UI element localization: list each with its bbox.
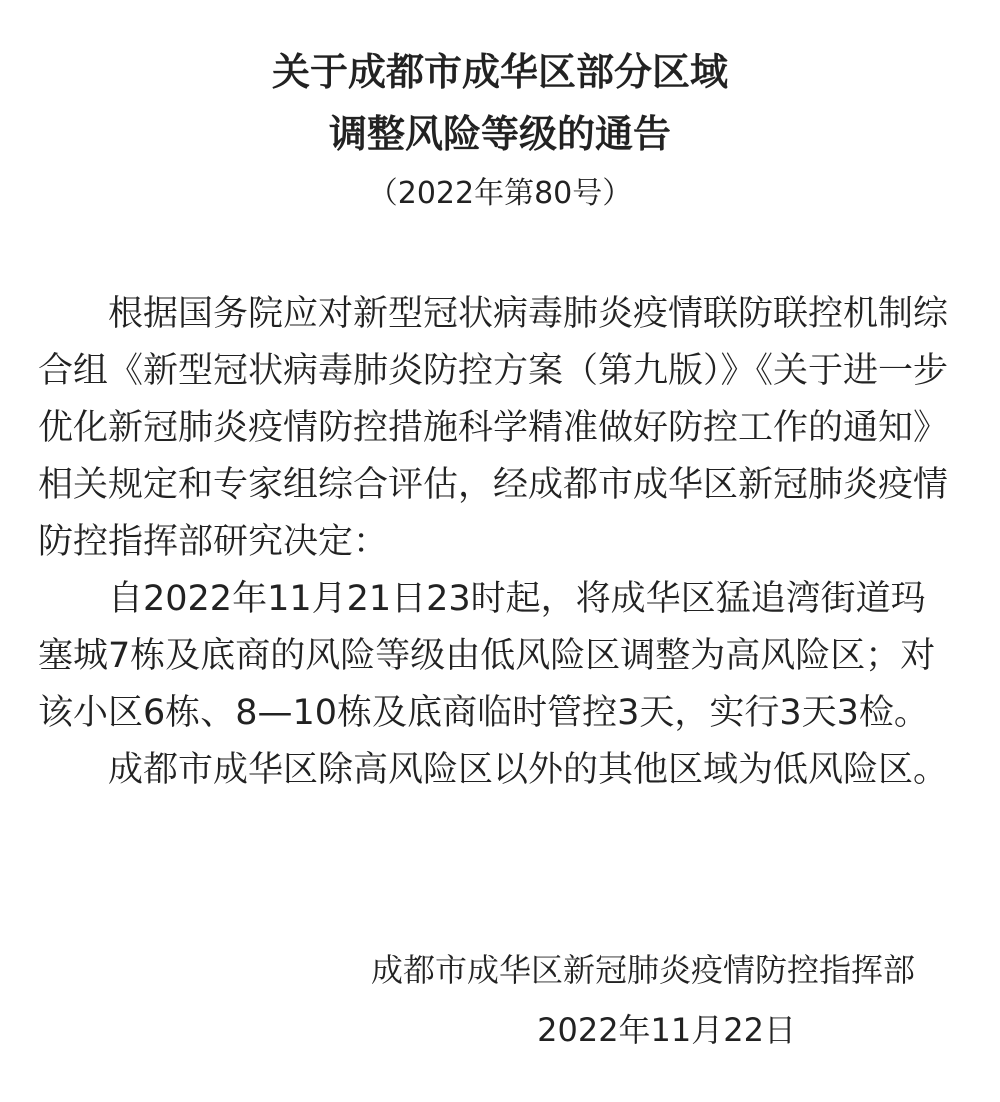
issuer-signature: 成都市成华区新冠肺炎疫情防控指挥部 [370, 951, 915, 989]
paragraph-low-risk: 成都市成华区除高风险区以外的其他区域为低风险区。 [108, 750, 949, 790]
notice-body [38, 286, 958, 799]
issue-date: 2022年11月22日 [537, 1011, 796, 1049]
paragraph-decision: 自2022年11月21日23时起，将成华区猛追湾街道玛塞城7栋及底商的风险等级由低风险区调整为高风险区；对该小区6栋、8—10栋及底商临时管控3天，实行3天3检。 [38, 579, 936, 733]
notice-title-line-1: 关于成都市成华区部分区域 [271, 50, 728, 94]
notice-title-line-2: 调整风险等级的通告 [328, 112, 671, 156]
paragraph-basis: 根据国务院应对新型冠状病毒肺炎疫情联防联控机制综合组《新型冠状病毒肺炎防控方案（第九版）》《关于进一步优化新冠肺炎疫情防控措施科学精准做好防控工作的通知》相关规定和专家组综合评估，经成都市成华区新冠肺炎疫情防控指挥部研究决定： [38, 294, 949, 562]
document-number: （2022年第80号） [367, 176, 633, 211]
